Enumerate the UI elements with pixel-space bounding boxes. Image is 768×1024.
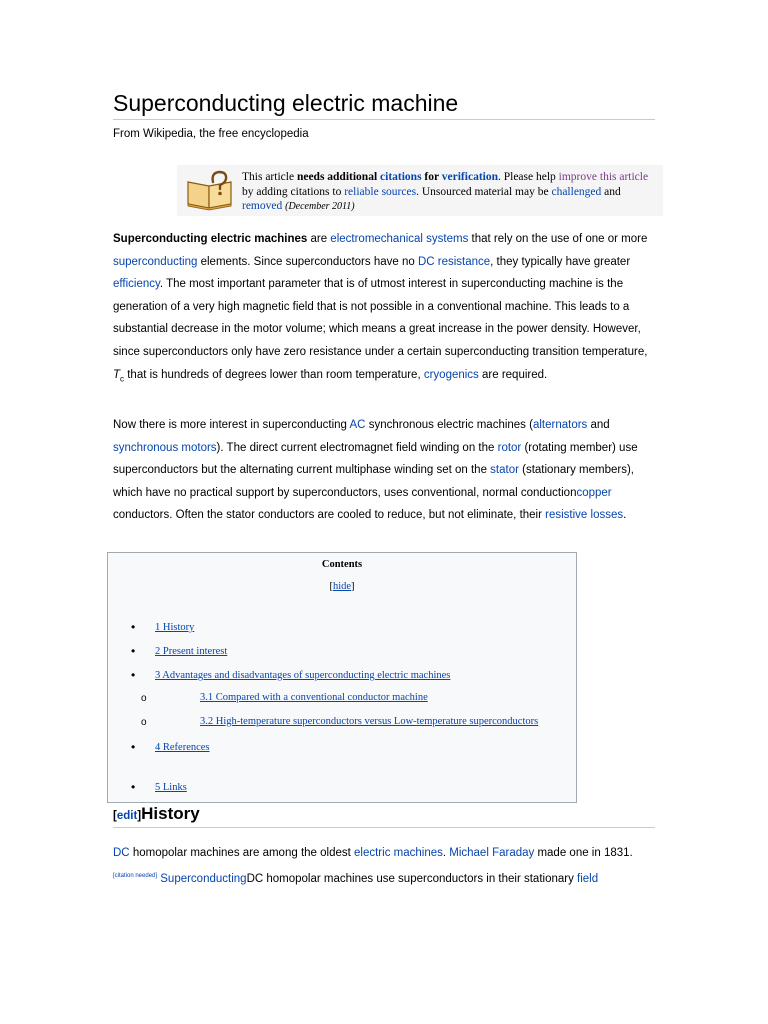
text: that rely on the use of one or more <box>468 233 648 245</box>
verification-link[interactable]: verification <box>441 171 498 183</box>
dc-resistance-link[interactable]: DC resistance <box>417 255 491 268</box>
toc-link[interactable]: 4 References <box>155 742 210 753</box>
bracket: ] <box>137 810 142 822</box>
synchronous-motors-link[interactable]: synchronous motors <box>113 441 217 454</box>
section-divider <box>113 827 655 828</box>
toc-bullet: • <box>131 620 136 634</box>
toc-link[interactable]: 3 Advantages and disadvantages of superconducting electric machines <box>155 670 451 681</box>
toc-item-present-interest[interactable] <box>155 646 227 657</box>
text: Now there is more interest in superconducting <box>113 419 350 431</box>
page-title: Superconducting electric machine <box>113 90 459 116</box>
text: (rotating member) use superconductors but the alternating current multiphase winding set on the <box>113 441 638 477</box>
ac-machines-paragraph <box>113 414 658 527</box>
stator-link[interactable]: stator <box>490 464 519 477</box>
section-heading-history <box>113 804 200 824</box>
notice-bold: for <box>421 171 442 183</box>
removed-link[interactable]: removed <box>242 200 283 213</box>
citations-link[interactable]: citations <box>380 171 422 183</box>
toc-bullet: • <box>131 780 136 794</box>
text: ). The direct current electromagnet field winding on the <box>216 441 498 454</box>
text: made one in 1831. <box>534 847 633 859</box>
toc-link[interactable]: 3.2 High-temperature superconductors versus Low-temperature superconductors <box>200 716 539 727</box>
text: homopolar machines are among the oldest <box>129 847 355 859</box>
toc-item-history[interactable] <box>155 622 194 633</box>
toc-hide-toggle <box>107 581 577 592</box>
citation-notice-text <box>242 170 657 215</box>
text: conductors. Often the stator conductors are cooled to reduce, but not eliminate, their <box>113 509 546 522</box>
toc-item-hts-vs-lts[interactable] <box>200 716 538 727</box>
toc-bullet: • <box>131 668 136 682</box>
history-paragraph <box>113 842 658 890</box>
section-title: History <box>141 804 200 823</box>
text: are required. <box>478 368 548 381</box>
alternators-link[interactable]: alternators <box>532 419 588 431</box>
text: , they typically have greater <box>490 255 631 268</box>
improve-article-link[interactable]: improve this article <box>558 171 649 183</box>
toc-link[interactable]: 5 Links <box>155 782 187 793</box>
toc-link[interactable]: 1 History <box>155 622 195 633</box>
toc-item-advantages[interactable] <box>155 670 450 681</box>
bracket: [ <box>113 810 117 822</box>
rotor-link[interactable]: rotor <box>497 441 522 454</box>
toc-title: Contents <box>321 559 363 570</box>
text: (stationary members), which have no practical support by superconductors, uses conventional, normal conduction <box>113 464 634 499</box>
dc-link[interactable]: DC <box>113 847 130 859</box>
toc-link[interactable]: 2 Present interest <box>155 646 228 657</box>
tc-symbol: T <box>113 368 121 381</box>
toc-item-links[interactable] <box>155 782 187 793</box>
cryogenics-link[interactable]: cryogenics <box>423 368 479 381</box>
toc-bullet: • <box>131 740 136 754</box>
text: that is hundreds of degrees lower than room temperature, <box>124 368 424 381</box>
notice-text: by adding citations to <box>242 185 345 198</box>
field-link[interactable]: field <box>577 872 599 885</box>
text: . The most important parameter that is of utmost interest in superconducting machine is the generation of a very high magnetic field that is not possible in a conventional machine. This leads to a substantial decrease in the motor volume; which means a great increase in the power density. However, since superconductors only have zero resistance under a certain superconducting transition temperature, <box>113 278 648 358</box>
toc-hide-link[interactable]: hide <box>332 581 352 592</box>
notice-date: (December 2011) <box>285 201 355 213</box>
notice-text: . Unsourced material may be <box>416 185 552 198</box>
title-divider <box>113 119 655 120</box>
intro-paragraph <box>113 228 658 390</box>
electromechanical-systems-link[interactable]: electromechanical systems <box>330 233 469 245</box>
text: are <box>307 233 331 245</box>
text: elements. Since superconductors have no <box>197 255 418 268</box>
text: . <box>442 847 450 859</box>
toc-sub-bullet: o <box>141 717 147 728</box>
text: DC homopolar machines use superconductors in their stationary <box>246 872 578 885</box>
copper-link[interactable]: copper <box>576 486 612 499</box>
notice-bold: needs additional <box>296 171 381 183</box>
toc-item-compared[interactable] <box>200 692 428 703</box>
toc-bullet: • <box>131 644 136 658</box>
resistive-losses-link[interactable]: resistive losses <box>545 509 624 522</box>
superconducting-link[interactable]: Superconducting <box>160 872 247 885</box>
challenged-link[interactable]: challenged <box>551 185 602 198</box>
tagline: From Wikipedia, the free encyclopedia <box>113 128 309 140</box>
notice-text: . Please help <box>497 171 559 183</box>
edit-section <box>113 810 141 822</box>
superconducting-link[interactable]: superconducting <box>113 255 198 268</box>
toc-item-references[interactable] <box>155 742 210 753</box>
efficiency-link[interactable]: efficiency <box>113 278 160 291</box>
bracket: ] <box>351 581 355 592</box>
bracket: [ <box>329 581 333 592</box>
text: and <box>587 419 610 431</box>
lead-term: Superconducting electric machines <box>113 233 308 245</box>
reliable-sources-link[interactable]: reliable sources <box>344 185 417 198</box>
electric-machines-link[interactable]: electric machines <box>354 847 443 859</box>
notice-text: This article <box>242 171 297 183</box>
toc-sub-bullet: o <box>141 693 147 704</box>
ac-link[interactable]: AC <box>349 419 366 431</box>
toc-link[interactable]: 3.1 Compared with a conventional conductor machine <box>200 692 428 703</box>
notice-text: and <box>601 185 621 198</box>
book-question-icon <box>185 170 235 212</box>
edit-link[interactable]: edit <box>116 810 138 822</box>
tc-subscript: c <box>120 373 125 383</box>
citation-needed-link[interactable]: [citation needed] <box>113 872 158 879</box>
text: synchronous electric machines ( <box>365 419 533 431</box>
michael-faraday-link[interactable]: Michael Faraday <box>449 847 535 859</box>
text: . <box>623 509 627 522</box>
